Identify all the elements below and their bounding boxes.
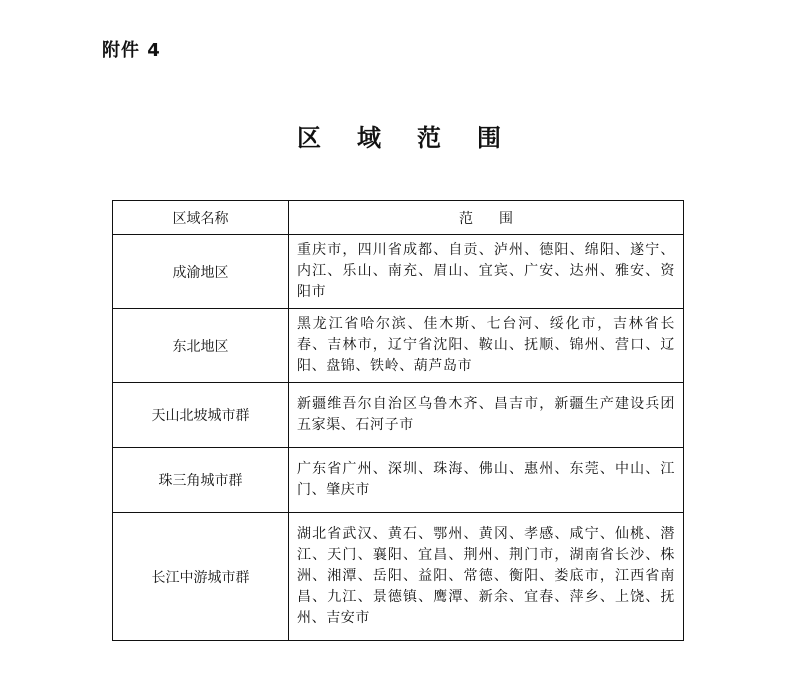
- region-scope-cell: 黑龙江省哈尔滨、佳木斯、七台河、绥化市，吉林省长春、吉林市，辽宁省沈阳、鞍山、抚顺、锦州、营口、辽阳、盘锦、铁岭、葫芦岛市: [289, 309, 684, 383]
- region-table: [112, 200, 684, 641]
- title-char: 区: [297, 123, 321, 152]
- table-row: [113, 383, 684, 448]
- title-char: 范: [417, 123, 441, 152]
- title-char: 域: [357, 123, 381, 152]
- table-row: [113, 513, 684, 641]
- region-name-cell: 成渝地区: [113, 235, 289, 309]
- region-name-cell: 珠三角城市群: [113, 448, 289, 513]
- header-region-name: 区域名称: [113, 201, 289, 235]
- region-name-cell: 长江中游城市群: [113, 513, 289, 641]
- header-scope: 范围: [289, 201, 684, 235]
- table-header-row: [113, 201, 684, 235]
- region-scope-cell: 广东省广州、深圳、珠海、佛山、惠州、东莞、中山、江门、肇庆市: [289, 448, 684, 513]
- attachment-label: 附件 4: [102, 40, 161, 61]
- region-scope-cell: 新疆维吾尔自治区乌鲁木齐、昌吉市，新疆生产建设兵团五家渠、石河子市: [289, 383, 684, 448]
- title-char: 围: [477, 123, 501, 152]
- region-name-cell: 天山北坡城市群: [113, 383, 289, 448]
- region-scope-cell: 重庆市，四川省成都、自贡、泸州、德阳、绵阳、遂宁、内江、乐山、南充、眉山、宜宾、广安、达州、雅安、资阳市: [289, 235, 684, 309]
- region-name-cell: 东北地区: [113, 309, 289, 383]
- table-row: [113, 448, 684, 513]
- table-row: [113, 235, 684, 309]
- region-scope-cell: 湖北省武汉、黄石、鄂州、黄冈、孝感、咸宁、仙桃、潜江、天门、襄阳、宜昌、荆州、荆门市，湖南省长沙、株洲、湘潭、岳阳、益阳、常德、衡阳、娄底市，江西省南昌、九江、景德镇、鹰潭、新余、宜春、萍乡、上饶、抚州、吉安市: [289, 513, 684, 641]
- page-title: [0, 118, 798, 153]
- table-row: [113, 309, 684, 383]
